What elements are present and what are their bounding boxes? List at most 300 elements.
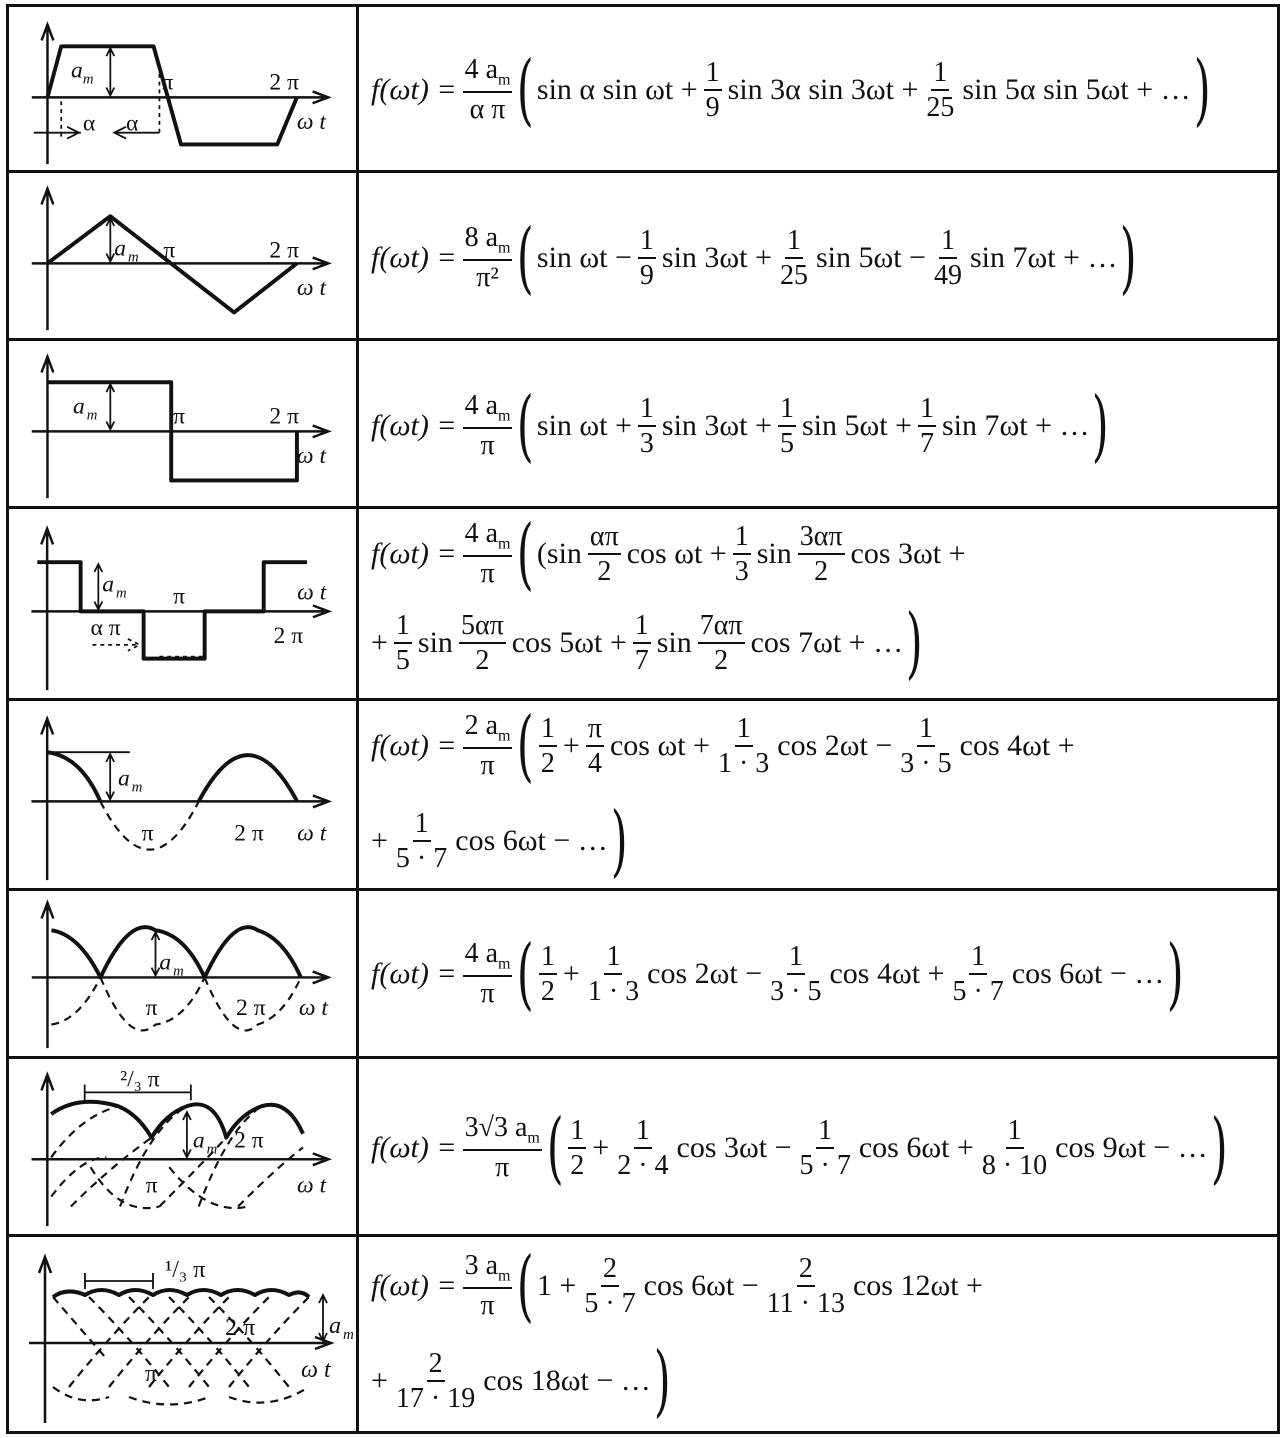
formula-line	[369, 1240, 985, 1331]
frac-den: 2	[475, 645, 490, 677]
close-paren: )	[610, 796, 628, 887]
open-paren: (	[517, 508, 535, 599]
coef-num: 2 a	[464, 710, 499, 741]
frac-num: 1	[604, 942, 622, 975]
alpha-label-right: α	[126, 110, 139, 137]
frac-num: 1	[778, 394, 796, 427]
term: cos 6ωt −	[643, 1268, 759, 1302]
fraction	[778, 394, 796, 459]
am-sub: m	[86, 407, 98, 424]
alpha-label-left: α	[82, 110, 96, 137]
frac-den: 8 · 10	[981, 1149, 1048, 1181]
coefficient	[463, 391, 513, 461]
term: cos ωt +	[609, 728, 710, 762]
phase-curves-dashed	[51, 1106, 303, 1208]
coefficient	[463, 223, 513, 293]
table-row	[9, 1059, 1277, 1237]
open-paren: (	[517, 380, 535, 471]
x-axis	[29, 1337, 331, 1349]
table-row	[9, 509, 1277, 701]
fraction	[588, 522, 621, 587]
frac-den: 2	[570, 1149, 585, 1181]
frac-num: 1	[785, 226, 803, 259]
table-row	[9, 173, 1277, 341]
frac-den: 2 · 4	[617, 1149, 669, 1181]
frac-num: 1	[735, 714, 753, 747]
fraction	[638, 394, 656, 459]
coef-den: π	[480, 1290, 495, 1322]
pi-label: π	[173, 403, 186, 430]
frac-den: 5	[779, 427, 794, 459]
wt-label: ω t	[298, 994, 328, 1021]
open-paren: (	[517, 212, 535, 303]
frac-den: 7	[634, 645, 649, 677]
pi-label: π	[145, 994, 158, 1021]
term: cos 6ωt − …	[1011, 956, 1165, 990]
wt-label: ω t	[296, 442, 326, 469]
x-axis	[31, 795, 328, 807]
formula-line	[369, 44, 1211, 135]
frac-den: 25	[779, 259, 808, 291]
two-pi-label: 2 π	[234, 1127, 264, 1154]
coef-den: π	[480, 558, 495, 590]
close-paren: )	[1193, 44, 1211, 135]
coef-sub: m	[498, 71, 511, 89]
frac-num: 1	[568, 1116, 586, 1149]
coef-num: 4 a	[464, 938, 499, 969]
term: sin 5ωt −	[815, 240, 926, 274]
formula-cell	[359, 701, 1277, 888]
am-label: a	[329, 1313, 341, 1339]
term: +	[371, 824, 388, 858]
formula-lhs: f(ωt) =	[371, 1268, 457, 1302]
frac-den: 5 · 7	[952, 975, 1004, 1007]
fraction	[898, 714, 953, 779]
frac-den: 3	[734, 555, 749, 587]
close-paren: )	[1210, 1102, 1228, 1193]
trapezoid-wave-diagram	[9, 7, 356, 170]
fraction	[733, 522, 751, 587]
formula-lhs: f(ωt) =	[371, 956, 457, 990]
coef-den: α π	[469, 94, 506, 126]
term: +	[562, 728, 580, 762]
wt-label: ω t	[301, 1357, 331, 1383]
frac-num: 1	[733, 522, 751, 555]
am-label: a	[159, 949, 172, 976]
formula-line	[369, 1102, 1228, 1193]
table-row	[9, 701, 1277, 891]
waveform-figure	[9, 701, 359, 888]
frac-num: 2	[427, 1349, 445, 1382]
frac-den: 2	[540, 747, 555, 779]
open-paren: (	[517, 44, 535, 135]
coef-sub: m	[498, 1267, 511, 1285]
two-pi-label: 2 π	[269, 403, 299, 430]
term: sin	[656, 626, 692, 660]
fraction	[798, 522, 845, 587]
term: sin ωt +	[536, 408, 632, 442]
coef-sub: m	[498, 239, 511, 257]
frac-num: 1	[539, 942, 557, 975]
formula-lhs: f(ωt) =	[371, 240, 457, 274]
am-label: a	[102, 571, 115, 598]
formula-cell	[359, 1237, 1277, 1431]
coefficient	[463, 519, 513, 589]
am-sub: m	[131, 779, 143, 796]
term: cos 12ωt +	[852, 1268, 983, 1302]
fraction	[698, 611, 745, 676]
frac-den: 3 · 5	[770, 975, 822, 1007]
term: cos ωt +	[626, 536, 727, 570]
two-pi-label: 2 π	[269, 237, 299, 264]
formula-cell	[359, 1059, 1277, 1234]
formula-cell	[359, 173, 1277, 338]
frac-den: 1 · 3	[587, 975, 640, 1007]
coefficient	[463, 1113, 542, 1183]
coef-den: π	[495, 1152, 510, 1184]
formula-line	[369, 796, 628, 887]
fraction	[798, 1116, 853, 1181]
fraction	[568, 1116, 586, 1181]
pi-label: π	[161, 69, 174, 96]
frac-den: 7	[919, 427, 934, 459]
two-thirds-pi-label: ²/₃ π	[120, 1066, 160, 1093]
frac-den: 9	[639, 259, 654, 291]
pi-label: π	[141, 820, 154, 847]
y-axis	[39, 1257, 51, 1423]
coef-den: π	[480, 978, 495, 1010]
term: cos 4ωt +	[829, 956, 945, 990]
frac-num: 1	[638, 394, 656, 427]
pi-label: π	[163, 237, 176, 264]
fraction	[950, 942, 1005, 1007]
three-phase-rectified-diagram	[9, 1059, 356, 1234]
frac-num: 1	[638, 226, 656, 259]
formula-line	[369, 1336, 671, 1427]
coef-sub: m	[498, 535, 511, 553]
pi-label: π	[173, 583, 186, 610]
fraction	[778, 226, 810, 291]
fraction	[638, 226, 656, 291]
close-paren: )	[1120, 212, 1138, 303]
am-arrow	[106, 384, 114, 429]
frac-num: 2	[601, 1254, 619, 1287]
wt-label: ω t	[297, 1172, 327, 1199]
coef-num: 4 a	[464, 390, 499, 421]
formula-lhs: f(ωt) =	[371, 536, 457, 570]
fraction	[539, 942, 557, 1007]
frac-den: 5 · 7	[799, 1149, 851, 1181]
term: +	[592, 1130, 610, 1164]
fraction	[394, 1349, 477, 1414]
frac-den: 2	[714, 645, 729, 677]
term: sin 7ωt + …	[941, 408, 1090, 442]
one-third-pi-label: ¹/₃ π	[165, 1257, 206, 1283]
fraction	[586, 714, 604, 779]
close-paren: )	[1092, 380, 1110, 471]
close-paren: )	[1167, 928, 1184, 1019]
term: sin 3α sin 3ωt +	[727, 72, 919, 106]
fraction	[932, 226, 964, 291]
am-arrow	[106, 218, 114, 261]
alpha-pi-arrow	[92, 639, 204, 657]
y-axis	[42, 903, 54, 1048]
am-arrow	[319, 1295, 327, 1341]
coefficient	[463, 55, 513, 125]
coef-den: π	[480, 430, 495, 462]
pulse-wave-diagram	[9, 509, 356, 698]
waveform-curve	[53, 1290, 309, 1297]
fraction	[582, 1254, 637, 1319]
wt-label: ω t	[296, 108, 326, 135]
frac-den: 4	[587, 747, 602, 779]
square-wave-diagram	[9, 341, 356, 506]
term: sin 3ωt +	[661, 408, 772, 442]
frac-num: 1	[939, 226, 957, 259]
frac-num: 1	[413, 809, 431, 842]
am-sub: m	[173, 963, 184, 980]
fourier-series-table	[6, 4, 1280, 1434]
term: (sin	[536, 536, 582, 570]
frac-num: 1	[1006, 1116, 1024, 1149]
waveform-figure	[9, 891, 359, 1056]
one-third-pi-bracket	[85, 1273, 153, 1289]
wt-label: ω t	[297, 579, 327, 606]
fraction	[394, 809, 449, 874]
fraction	[980, 1116, 1049, 1181]
term: cos 5ωt +	[511, 626, 627, 660]
fraction	[768, 942, 823, 1007]
frac-den: 5	[395, 645, 410, 677]
waveform-curve	[51, 1102, 303, 1138]
open-paren: (	[546, 1102, 564, 1193]
frac-den: 25	[926, 91, 955, 123]
term: cos 6ωt − …	[455, 824, 608, 858]
formula-line	[369, 508, 968, 599]
frac-num: 1	[931, 58, 949, 91]
am-label: a	[114, 235, 127, 262]
close-paren: )	[653, 1336, 671, 1427]
term: cos 7ωt + …	[750, 626, 904, 660]
frac-num: 1	[704, 58, 722, 91]
coef-num: 4 a	[464, 54, 499, 85]
frac-num: 7απ	[698, 611, 745, 644]
am-sub: m	[116, 585, 127, 602]
frac-num: 1	[539, 714, 557, 747]
term: sin	[417, 626, 453, 660]
am-label: a	[72, 393, 85, 420]
term: sin	[756, 536, 792, 570]
phase-curves-dashed	[53, 1297, 309, 1405]
coefficient	[463, 711, 513, 781]
six-phase-rectified-diagram	[9, 1237, 356, 1431]
am-arrow	[183, 1112, 191, 1157]
frac-num: 1	[634, 1116, 652, 1149]
coef-num: 3√3 a	[464, 1112, 528, 1143]
formula-cell	[359, 891, 1277, 1056]
two-pi-label: 2 π	[269, 69, 299, 96]
waveform-figure	[9, 1059, 359, 1234]
coef-num: 8 a	[464, 222, 499, 253]
table-row	[9, 341, 1277, 509]
two-pi-label: 2 π	[273, 622, 304, 649]
coef-sub: m	[498, 955, 511, 973]
am-sub: m	[82, 71, 94, 88]
term: cos 3ωt −	[676, 1130, 792, 1164]
fraction	[539, 714, 557, 779]
pi-label: π	[145, 1172, 158, 1199]
formula-line	[369, 598, 924, 689]
alpha-arrows	[34, 127, 160, 139]
term: cos 18ωt − …	[483, 1364, 651, 1398]
frac-num: 1	[787, 942, 805, 975]
waveform-figure	[9, 7, 359, 170]
frac-num: 1	[816, 1116, 834, 1149]
open-paren: (	[517, 1240, 535, 1331]
frac-den: 2	[814, 555, 829, 587]
term: sin 5ωt +	[801, 408, 912, 442]
coef-sub: m	[498, 727, 511, 745]
coef-sub: m	[527, 1129, 540, 1147]
am-label: a	[192, 1127, 205, 1154]
term: cos 2ωt −	[777, 728, 893, 762]
coefficient	[463, 939, 513, 1009]
frac-num: 1	[633, 611, 651, 644]
am-sub: m	[206, 1141, 218, 1158]
triangle-wave-diagram	[9, 173, 356, 338]
formula-lhs: f(ωt) =	[371, 728, 457, 762]
term: sin α sin ωt +	[536, 72, 698, 106]
am-sub: m	[127, 249, 139, 266]
coef-sub: m	[498, 407, 511, 425]
frac-den: 5 · 7	[584, 1287, 636, 1319]
formula-lhs: f(ωt) =	[371, 1130, 457, 1164]
am-sub: m	[343, 1327, 354, 1343]
fraction	[918, 394, 936, 459]
y-axis	[41, 529, 53, 690]
waveform-figure	[9, 173, 359, 338]
term: +	[371, 1364, 388, 1398]
term: 1 +	[536, 1268, 577, 1302]
frac-den: 9	[705, 91, 720, 123]
term: sin 7ωt + …	[969, 240, 1118, 274]
two-pi-label: 2 π	[225, 1315, 256, 1341]
two-pi-label: 2 π	[234, 820, 264, 847]
table-row	[9, 891, 1277, 1059]
fraction	[459, 611, 506, 676]
coef-num: 3 a	[464, 1250, 499, 1281]
term: cos 3ωt +	[850, 536, 966, 570]
coef-num: 4 a	[464, 518, 499, 549]
formula-cell	[359, 7, 1277, 170]
fraction	[765, 1254, 847, 1319]
full-wave-diagram	[9, 891, 356, 1056]
formula-cell	[359, 341, 1277, 506]
y-axis	[41, 1075, 53, 1226]
frac-num: π	[586, 714, 604, 747]
am-arrow	[106, 48, 114, 95]
waveform-figure	[9, 509, 359, 698]
frac-num: απ	[588, 522, 621, 555]
formula-line	[369, 212, 1138, 303]
two-pi-label: 2 π	[236, 994, 266, 1021]
frac-den: 5 · 7	[395, 843, 448, 875]
wt-label: ω t	[297, 820, 327, 847]
frac-num: 1	[394, 611, 412, 644]
frac-num: 2	[797, 1254, 815, 1287]
term: sin 3ωt +	[661, 240, 772, 274]
waveform-figure	[9, 341, 359, 506]
coef-den: π	[480, 750, 495, 782]
term: cos 9ωt − …	[1055, 1130, 1208, 1164]
frac-num: 1	[917, 714, 935, 747]
frac-num: 5απ	[459, 611, 506, 644]
formula-line	[369, 380, 1110, 471]
term: cos 4ωt +	[959, 728, 1075, 762]
open-paren: (	[517, 700, 535, 791]
coefficient	[463, 1251, 513, 1321]
fraction	[615, 1116, 670, 1181]
table-row	[9, 7, 1277, 173]
am-arrow	[152, 932, 160, 975]
term: cos 2ωt −	[647, 956, 763, 990]
coef-den: π²	[476, 262, 499, 294]
open-paren: (	[517, 928, 535, 1019]
close-paren: )	[905, 598, 923, 689]
frac-den: 49	[933, 259, 962, 291]
term: +	[371, 626, 388, 660]
am-arrow	[94, 564, 102, 609]
y-axis	[41, 719, 53, 880]
formula-line	[369, 700, 1077, 791]
formula-line	[369, 928, 1185, 1019]
alpha-pi-label: α π	[90, 615, 121, 641]
frac-den: 3 · 5	[900, 747, 952, 779]
fraction	[586, 942, 641, 1007]
am-label: a	[118, 765, 130, 792]
term: sin 5α sin 5ωt + …	[962, 72, 1191, 106]
frac-num: 1	[969, 942, 987, 975]
frac-den: 3	[639, 427, 654, 459]
frac-den: 2	[597, 555, 612, 587]
frac-num: 1	[918, 394, 936, 427]
term: sin ωt −	[536, 240, 632, 274]
waveform-figure	[9, 1237, 359, 1431]
fraction	[633, 611, 651, 676]
formula-cell	[359, 509, 1277, 698]
frac-den: 1 · 3	[717, 747, 770, 779]
half-wave-diagram	[9, 701, 356, 888]
frac-den: 2	[540, 975, 555, 1007]
fraction	[394, 611, 412, 676]
formula-lhs: f(ωt) =	[371, 72, 457, 106]
wt-label: ω t	[296, 274, 326, 301]
fraction	[716, 714, 771, 779]
frac-num: 3απ	[798, 522, 845, 555]
term: cos 6ωt +	[858, 1130, 974, 1164]
waveform-curve	[47, 752, 297, 801]
fraction	[924, 58, 956, 123]
am-label: a	[71, 57, 83, 84]
fraction	[704, 58, 722, 123]
frac-den: 17 · 19	[395, 1383, 476, 1415]
frac-den: 11 · 13	[766, 1287, 845, 1319]
table-row	[9, 1237, 1277, 1431]
formula-lhs: f(ωt) =	[371, 408, 457, 442]
term: +	[562, 956, 580, 990]
pi-label: π	[145, 1361, 158, 1387]
y-axis	[42, 357, 54, 498]
